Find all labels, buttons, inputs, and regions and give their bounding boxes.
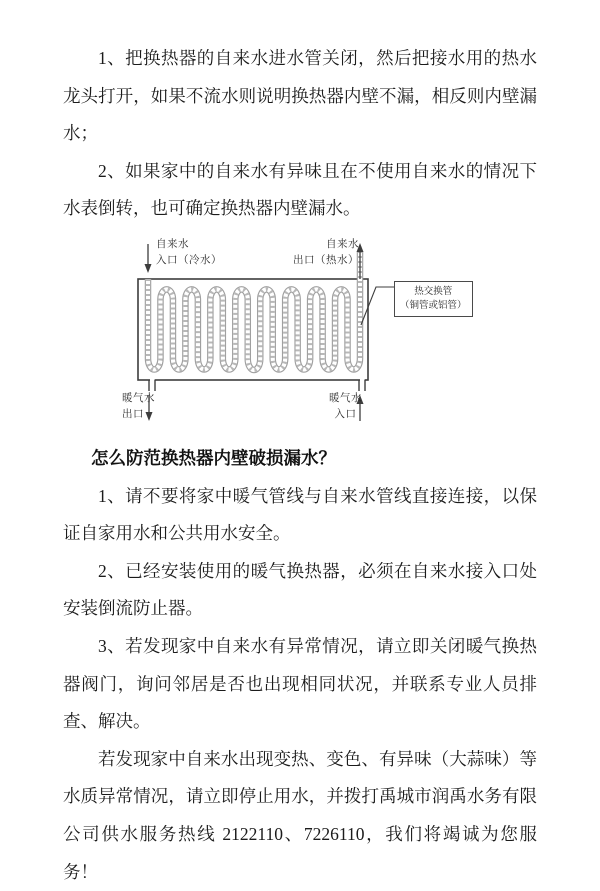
heat-exchanger-diagram [0,228,600,440]
tube-label-leader-line [361,287,395,325]
heating-inlet-label: 暖气水 入口 [329,392,362,421]
prevention-paragraph-3: 3、若发现家中自来水有异常情况，请立即关闭暖气换热器阀门，询问邻居是否也出现相同状况，并联系专业人员排查、解决。 [63,635,537,732]
tube-label-box: 热交换管 （铜管或铝管） [394,281,473,317]
prevention-paragraph-2: 2、已经安装使用的暖气换热器，必须在自来水接入口处安装倒流防止器。 [63,560,537,619]
hotline-paragraph: 若发现家中自来水出现变热、变色、有异味（大蒜味）等水质异常情况，请立即停止用水，并拨打禹城市润禹水务有限公司供水服务热线 2122110、7226110，我们将竭诚为您服务！ [63,748,537,882]
heating-outlet-label: 暖气水 出口 [122,392,155,421]
intro-paragraph-1: 1、把换热器的自来水进水管关闭，然后把接水用的热水龙头打开，如果不流水则说明换热器内壁不漏，相反则内壁漏水； [63,48,537,144]
tap-outlet-label: 自来水 出口（热水） [293,238,359,267]
tap-inlet-arrow-down-icon [145,244,152,273]
prevention-paragraph-1: 1、请不要将家中暖气管线与自来水管线直接连接，以保证自家用水和公共用水安全。 [63,485,537,544]
section-heading: 怎么防范换热器内壁破损漏水？ [91,447,336,468]
tap-inlet-label: 自来水 入口（冷水） [156,238,222,267]
intro-paragraph-2: 2、如果家中的自来水有异味且在不使用自来水的情况下水表倒转，也可确定换热器内壁漏水。 [63,160,537,219]
